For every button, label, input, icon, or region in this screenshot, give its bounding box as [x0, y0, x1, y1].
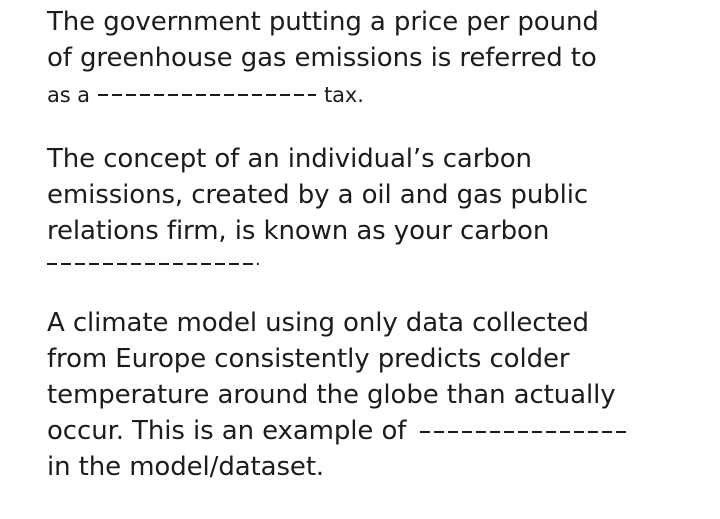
q3-prefix: occur. This is an example of — [47, 416, 407, 446]
q2-line-3: relations firm, is known as your carbon — [47, 216, 550, 246]
q1-prefix: as a — [47, 83, 90, 107]
q3-line-3: temperature around the globe than actually — [47, 380, 616, 410]
q1-suffix: tax. — [323, 83, 364, 107]
question-3 — [47, 305, 707, 485]
worksheet — [47, 4, 707, 485]
q1-answer-blank[interactable] — [98, 94, 316, 96]
question-2 — [47, 141, 707, 285]
q1-line-1: The government putting a price per pound — [47, 7, 599, 37]
q1-line-3 — [47, 76, 707, 113]
q2-blank-line — [47, 249, 707, 285]
q3-line-1: A climate model using only data collected — [47, 308, 589, 338]
q2-period: . — [255, 249, 261, 270]
q2-line-2: emissions, created by a oil and gas public — [47, 180, 589, 210]
question-1 — [47, 4, 707, 113]
q3-line-2: from Europe consistently predicts colder — [47, 344, 570, 374]
q2-line-1: The concept of an individual’s carbon — [47, 144, 532, 174]
q3-line-4 — [47, 413, 707, 449]
q3-answer-blank[interactable] — [420, 431, 630, 433]
q3-line-5: in the model/dataset. — [47, 452, 325, 482]
q1-line-2: of greenhouse gas emissions is referred to — [47, 43, 597, 73]
q2-answer-blank[interactable] — [47, 263, 255, 265]
